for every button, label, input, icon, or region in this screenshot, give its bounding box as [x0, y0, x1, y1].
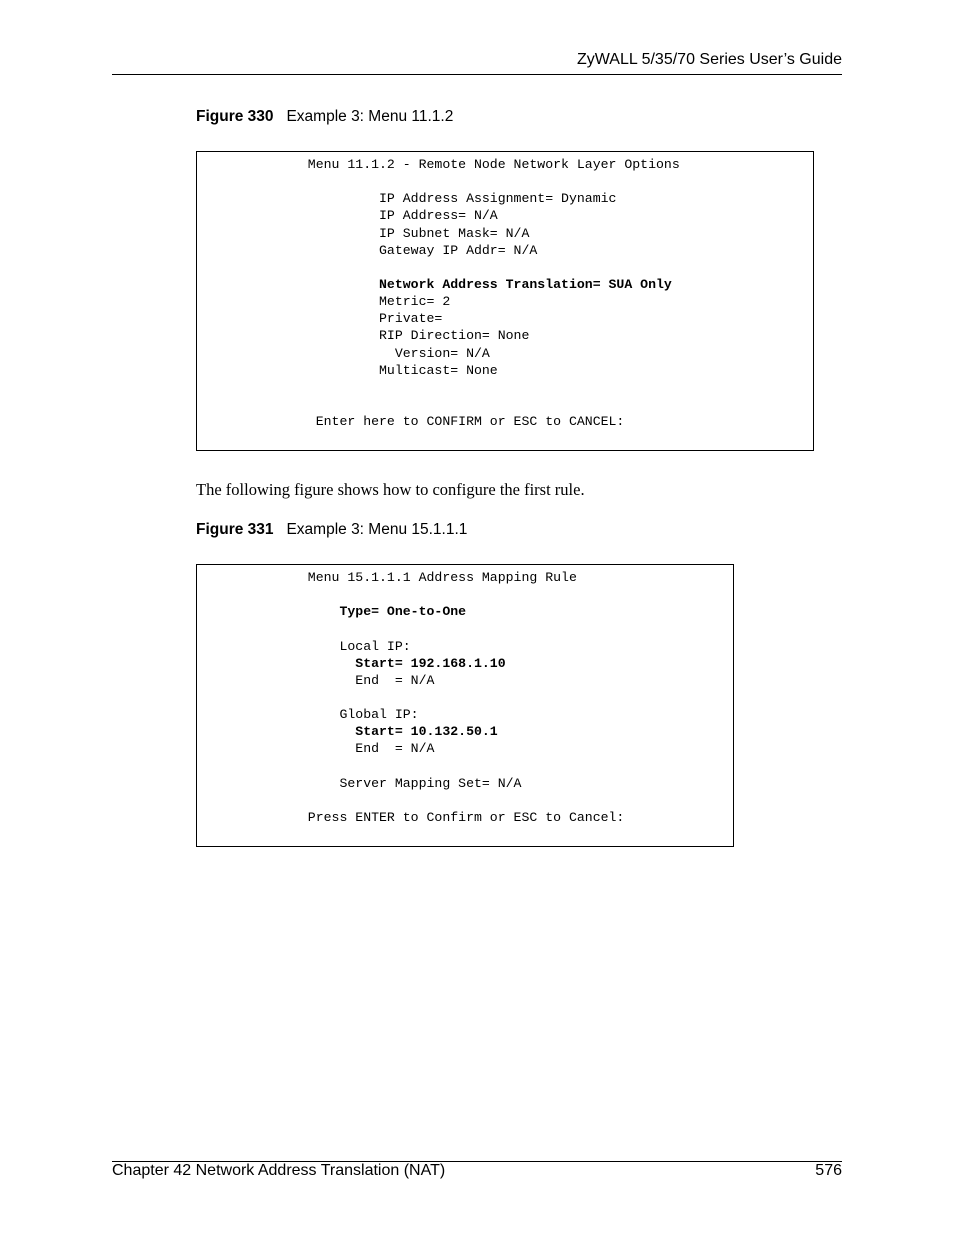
- terminal-line: IP Address= N/A: [197, 208, 498, 224]
- terminal-line: IP Subnet Mask= N/A: [197, 225, 530, 241]
- header-rule: [112, 74, 842, 75]
- terminal-line: [197, 586, 624, 603]
- terminal-line: [197, 689, 624, 706]
- terminal-line: [197, 758, 624, 775]
- terminal-line: Multicast= None: [197, 362, 498, 378]
- terminal-line: Metric= 2: [197, 294, 451, 310]
- terminal-line: Menu 11.1.2 - Remote Node Network Layer Options: [197, 157, 680, 172]
- terminal-line: [197, 259, 680, 276]
- figure-330-caption: [196, 108, 453, 126]
- terminal-line: Version= N/A: [197, 345, 490, 361]
- footer-page-number: 576: [815, 1162, 842, 1179]
- terminal-line: Press ENTER to Confirm or ESC to Cancel:: [197, 809, 625, 825]
- running-header-title: ZyWALL 5/35/70 Series User’s Guide: [576, 51, 842, 68]
- terminal-line: Network Address Translation= SUA Only: [197, 276, 672, 292]
- terminal-line: Server Mapping Set= N/A: [197, 775, 522, 791]
- footer-chapter: Chapter 42 Network Address Translation (NAT): [112, 1162, 446, 1179]
- terminal-line: Start= 192.168.1.10: [197, 655, 506, 671]
- terminal-line: [197, 620, 624, 637]
- figure-330-title: Example 3: Menu 11.1.2: [286, 108, 454, 125]
- terminal-line: [197, 379, 680, 396]
- terminal-line: Gateway IP Addr= N/A: [197, 242, 538, 258]
- terminal-line: End = N/A: [197, 741, 435, 757]
- figure-331-title: Example 3: Menu 15.1.1.1: [286, 521, 468, 538]
- terminal-line: [197, 792, 624, 809]
- terminal-line: Type= One-to-One: [197, 604, 467, 620]
- terminal-line: Global IP:: [197, 707, 419, 723]
- terminal-line: End = N/A: [197, 672, 435, 688]
- terminal-line: Start= 10.132.50.1: [197, 724, 498, 740]
- figure-330-number: Figure 330: [196, 108, 274, 125]
- terminal-line: Local IP:: [197, 638, 411, 654]
- terminal-line: RIP Direction= None: [197, 328, 530, 344]
- terminal-line: Enter here to CONFIRM or ESC to CANCEL:: [197, 414, 625, 430]
- figure-331-terminal-text: [197, 569, 624, 826]
- terminal-line: [197, 173, 680, 190]
- terminal-line: IP Address Assignment= Dynamic: [197, 191, 617, 207]
- terminal-line: Menu 15.1.1.1 Address Mapping Rule: [197, 570, 577, 585]
- figure-330-terminal-text: [197, 156, 680, 430]
- figure-331-number: Figure 331: [196, 521, 274, 538]
- figure-330-terminal-box: [196, 151, 814, 451]
- figure-331-caption: [196, 521, 467, 539]
- figure-331-terminal-box: [196, 564, 734, 847]
- intro-paragraph: The following figure shows how to configure the first rule.: [196, 480, 585, 499]
- terminal-line: [197, 396, 680, 413]
- terminal-line: Private=: [197, 311, 443, 327]
